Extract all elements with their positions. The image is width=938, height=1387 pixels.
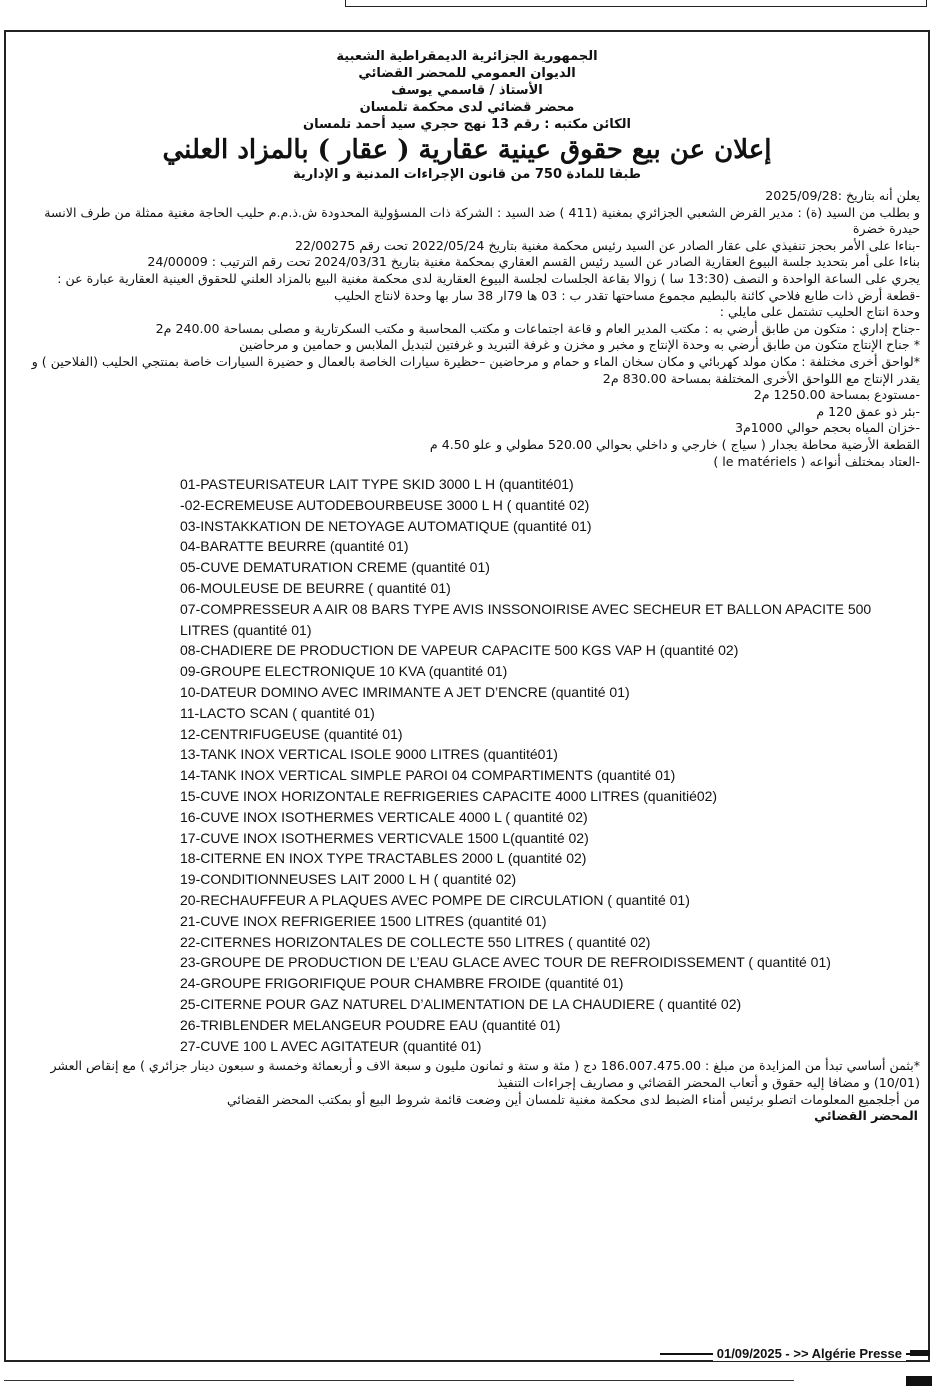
list-item: 01-PASTEURISATEUR LAIT TYPE SKID 3000 L H (quantité01) — [180, 476, 574, 493]
notice-subtitle: طبقا للمادة 750 من قانون الإجراءات المدنية و الإدارية — [293, 167, 641, 182]
list-item: 16-CUVE INOX ISOTHERMES VERTICALE 4000 L ( quantité 02) — [180, 808, 588, 825]
paragraph: -بناءا على الأمر بحجز تنفيذي على عقار الصادر عن السيد رئيس محكمة مغنية بتاريخ 2022/05/24 تحت رقم 22/00275 — [295, 237, 920, 253]
notice-title: إعلان عن بيع حقوق عينية عقارية ( عقار ) بالمزاد العلني — [162, 135, 772, 165]
list-item: 13-TANK INOX VERTICAL ISOLE 9000 LITRES (quantité01) — [180, 746, 558, 763]
next-notice-rule — [4, 1380, 794, 1381]
list-item: 09-GROUPE ELECTRONIQUE 10 KVA (quantité 01) — [180, 663, 508, 680]
list-item: 23-GROUPE DE PRODUCTION DE L’EAU GLACE AVEC TOUR DE REFROIDISSEMENT ( quantité 01) — [180, 954, 831, 971]
footer-source: 01/09/2025 - >> Algérie Presse — [713, 1346, 906, 1361]
paragraph: -العتاد بمختلف أنواعه ( le matériels ) — [713, 453, 920, 469]
list-item: 20-RECHAUFFEUR A PLAQUES AVEC POMPE DE CIRCULATION ( quantité 01) — [180, 892, 690, 909]
next-notice-edge — [0, 1372, 938, 1387]
previous-notice-frame-edge — [345, 0, 927, 7]
paragraph: -مستودع بمساحة 1250.00 م2 — [753, 387, 920, 403]
paragraph: بناءا على أمر بتحديد جلسة البيوع العقارية الصادر عن السيد رئيس القسم العقاري بمحكمة مغنية بتاريخ 2024/03/31 تحت رقم الترتيب : 24/00009 — [147, 254, 920, 270]
list-item: 26-TRIBLENDER MELANGEUR POUDRE EAU (quantité 01) — [180, 1016, 561, 1033]
materials-list — [180, 474, 918, 1056]
legal-notice-frame — [4, 30, 930, 1362]
list-item: 11-LACTO SCAN ( quantité 01) — [180, 704, 375, 721]
header-name: الأستاذ / قاسمي يوسف — [391, 83, 543, 98]
paragraph: * جناح الإنتاج متكون من طابق أرضي به وحدة الإنتاج و مخبر و مخزن و غرفة التبريد و غرفتين لتبديل الملابس و حمامين و مرحاضين — [239, 337, 920, 353]
list-item: 10-DATEUR DOMINO AVEC IMRIMANTE A JET D’ENCRE (quantité 01) — [180, 684, 630, 701]
notice-closing — [6, 1058, 928, 1108]
header-republic: الجمهورية الجزائرية الديمقراطية الشعبية — [336, 49, 598, 64]
contact-paragraph: من أجلجميع المعلومات اتصلو برئيس أمناء الضبط لدى محكمة مغنية تلمسان أين وضعت قائمة شروط البيع أو بمكتب المحضر القضائي — [226, 1091, 920, 1107]
paragraph: يعلن أنه بتاريخ :2025/09/28 — [765, 188, 920, 203]
notice-body — [6, 188, 928, 470]
list-item: 19-CONDITIONNEUSES LAIT 2000 L H ( quantité 02) — [180, 871, 517, 888]
paragraph: يجري على الساعة الواحدة و النصف (13:30 سا ) زوالا بقاعة الجلسات لجلسة البيوع العقارية لدى محكمة مغنية البيع بالمزاد العلني للحقوق العينية العقارية عبارة عن : — [57, 270, 920, 286]
list-item: 22-CITERNES HORIZONTALES DE COLLECTE 550 LITRES ( quantité 02) — [180, 933, 651, 950]
header-office: الديوان العمومي للمحضر القضائي — [358, 66, 576, 81]
footer-bar — [910, 1350, 930, 1356]
price-paragraph: *بثمن أساسي تبدأ من المزايدة من مبلغ : 186.007.475.00 دج ( مئة و ستة و ثمانون مليون و سبعة الاف و أربعمائة وخمسة و سبعون دينار جزائري ) مع إنقاص العشر (10/01) و مضافا إليه حقوق و أتعاب المحضر القضائي و مصاريف إجراءات التنفيذ — [50, 1058, 920, 1090]
list-item: 27-CUVE 100 L AVEC AGITATEUR (quantité 01) — [180, 1037, 482, 1054]
paragraph: -خزان المياه بحجم حوالي 1000م3 — [734, 420, 920, 436]
next-notice-block — [906, 1376, 932, 1386]
paragraph: و بطلب من السيد (ة) : مدير القرض الشعبي الجزائري بمغنية (411 ) ضد السيد : الشركة ذات المسؤولية المحدودة ش.ذ.م.م حليب الحاجة مغنية ممثلة من طرف الانسة حيدرة خضرة — [44, 204, 920, 237]
paragraph: -بئر ذو عمق 120 م — [816, 403, 920, 419]
paragraph: القطعة الأرضية محاطة بجدار ( سياج ) خارجي و داخلي بحوالي 520.00 مطولي و علو 4.50 م — [429, 436, 920, 452]
paragraph: *لواحق أخرى مختلفة : مكان مولد كهربائي و مكان سخان الماء و حمام و مرحاضين –حظيرة سيارات الخاصة بالعمال و حضيرة السيارات خاصة بمنتجي الحليب (الفلاحين ) و يقدر الإنتاج مع اللواحق الأخرى المختلفة بمساحة 830.00 م2 — [31, 353, 920, 386]
paragraph: -قطعة أرض ذات طابع فلاحي كائنة بالبطيم مجموع مساحتها تقدر ب : 03 ها 79ار 38 سار بها وحدة لانتاج الحليب — [334, 287, 920, 303]
list-item: 07-COMPRESSEUR A AIR 08 BARS TYPE AVIS INSSONOIRISE AVEC SECHEUR ET BALLON APACITE 500 LITRES (quantité 01) — [180, 600, 872, 638]
list-item: 05-CUVE DEMATURATION CREME (quantité 01) — [180, 559, 490, 576]
list-item: 03-INSTAKKATION DE NETOYAGE AUTOMATIQUE (quantité 01) — [180, 517, 592, 534]
header-address: الكائن مكتبه : رقم 13 نهج حجري سيد أحمد تلمسان — [302, 117, 632, 132]
list-item: 08-CHADIERE DE PRODUCTION DE VAPEUR CAPACITE 500 KGS VAP H (quantité 02) — [180, 642, 739, 659]
paragraph: -جناح إداري : متكون من طابق أرضي به : مكتب المدير العام و قاعة اجتماعات و مكتب المحاسبة و مكتب السكرتارية و مصلى بمساحة 240.00 م2 — [155, 320, 920, 336]
list-item: -02-ECREMEUSE AUTODEBOURBEUSE 3000 L H ( quantité 02) — [180, 496, 590, 513]
page-footer — [0, 1346, 938, 1360]
signature: المحضر القضائي — [814, 1108, 918, 1124]
list-item: 24-GROUPE FRIGORIFIQUE POUR CHAMBRE FROIDE (quantité 01) — [180, 975, 624, 992]
list-item: 04-BARATTE BEURRE (quantité 01) — [180, 538, 409, 555]
list-item: 18-CITERNE EN INOX TYPE TRACTABLES 2000 L (quantité 02) — [180, 850, 587, 867]
notice-header — [6, 48, 928, 133]
header-role: محضر قضائي لدى محكمة تلمسان — [359, 100, 575, 115]
list-item: 12-CENTRIFUGEUSE (quantité 01) — [180, 725, 403, 742]
list-item: 15-CUVE INOX HORIZONTALE REFRIGERIES CAPACITE 4000 LITRES (quanitié02) — [180, 788, 718, 805]
paragraph: وحدة انتاج الحليب تشتمل على مايلي : — [719, 304, 920, 320]
list-item: 21-CUVE INOX REFRIGERIEE 1500 LITRES (quantité 01) — [180, 912, 547, 929]
list-item: 14-TANK INOX VERTICAL SIMPLE PAROI 04 COMPARTIMENTS (quantité 01) — [180, 767, 676, 784]
list-item: 17-CUVE INOX ISOTHERMES VERTICVALE 1500 L(quantité 02) — [180, 829, 589, 846]
list-item: 06-MOULEUSE DE BEURRE ( quantité 01) — [180, 580, 451, 597]
list-item: 25-CITERNE POUR GAZ NATUREL D’ALIMENTATION DE LA CHAUDIERE ( quantité 02) — [180, 996, 742, 1013]
